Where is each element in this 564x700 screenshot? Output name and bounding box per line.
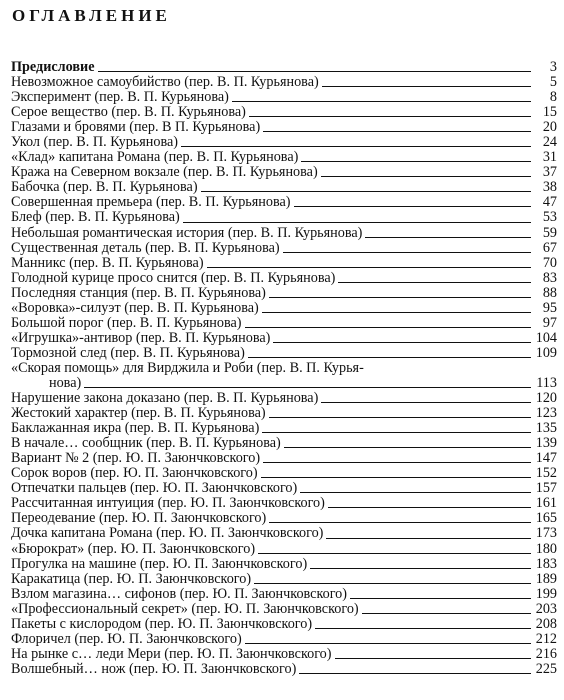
toc-entry-title: Кража на Северном вокзале (пер. В. П. Курьянова) [11, 165, 318, 181]
toc-leader-line [328, 507, 531, 508]
toc-leader-line [201, 191, 531, 192]
toc-entry-title: Дочка капитана Романа (пер. Ю. П. Заюнчковского) [11, 526, 324, 542]
toc-entry-title: Отпечатки пальцев (пер. Ю. П. Заюнчковского) [11, 481, 298, 497]
toc-entry [11, 105, 557, 120]
toc-entry-title: Тормозной след (пер. В. П. Курьянова) [11, 345, 245, 361]
toc-entry-page-number: 173 [535, 526, 557, 542]
toc-leader-line [269, 417, 531, 418]
toc-leader-line [284, 447, 531, 448]
toc-entry [11, 120, 557, 135]
toc-leader-line [84, 387, 531, 388]
toc-entry [11, 451, 557, 466]
toc-leader-line [350, 598, 531, 599]
toc-entry-page-number: 31 [542, 150, 557, 166]
toc-entry-title: Сорок воров (пер. Ю. П. Заюнчковского) [11, 466, 258, 482]
toc-leader-line [262, 312, 531, 313]
toc-entry-title: Нарушение закона доказано (пер. В. П. Курьянова) [11, 391, 319, 407]
toc-entry [11, 271, 557, 286]
toc-entry-title: «Игрушка»-антивор (пер. В. П. Курьянова) [11, 330, 271, 346]
toc-entry-page-number: 38 [542, 180, 557, 196]
toc-entry-title: Пакеты с кислородом (пер. Ю. П. Заюнчковского) [11, 616, 313, 632]
toc-entry [11, 301, 557, 316]
toc-entry-page-number: 20 [542, 120, 557, 136]
toc-entry-title: На рынке с… леди Мери (пер. Ю. П. Заюнчковского) [11, 646, 332, 662]
toc-entry-page-number: 161 [535, 496, 557, 512]
toc-entry-page-number: 225 [535, 661, 557, 677]
toc-leader-line [335, 658, 531, 659]
toc-entry [11, 256, 557, 271]
toc-leader-line [269, 297, 531, 298]
toc-leader-line [258, 553, 531, 554]
toc-entry-title: В начале… сообщник (пер. В. П. Курьянова) [11, 436, 281, 452]
table-of-contents [11, 60, 557, 677]
toc-entry [11, 226, 557, 241]
toc-entry-page-number: 157 [535, 481, 557, 497]
toc-entry-title: Предисловие [11, 60, 95, 75]
toc-entry-page-number: 15 [542, 105, 557, 121]
toc-entry-title: Рассчитанная интуиция (пер. Ю. П. Заюнчковского) [11, 496, 325, 512]
toc-leader-line [294, 206, 531, 207]
toc-leader-line [326, 538, 531, 539]
toc-entry-page-number: 152 [535, 466, 557, 482]
toc-entry-title: Волшебный… нож (пер. Ю. П. Заюнчковского) [11, 661, 297, 677]
toc-entry [11, 165, 557, 180]
toc-leader-line [273, 342, 531, 343]
toc-entry-title: Глазами и бровями (пер. В П. Курьянова) [11, 120, 261, 136]
toc-entry-page-number: 37 [542, 165, 557, 181]
toc-entry [11, 602, 557, 617]
toc-entry [11, 421, 557, 436]
toc-entry-page-number: 53 [542, 210, 557, 226]
toc-leader-line [263, 131, 531, 132]
toc-leader-line [362, 613, 531, 614]
toc-entry-page-number: 165 [535, 511, 557, 527]
toc-entry [11, 572, 557, 587]
toc-entry-page-number: 24 [542, 135, 557, 151]
toc-entry-title-continuation: нова) [49, 375, 82, 391]
toc-entry-page-number: 113 [536, 374, 557, 391]
toc-leader-line [269, 522, 531, 523]
toc-entry-title: Бабочка (пер. В. П. Курьянова) [11, 180, 198, 196]
toc-leader-line [254, 583, 531, 584]
toc-entry-page-number: 47 [542, 195, 557, 211]
toc-entry-page-number: 8 [549, 90, 557, 106]
toc-entry [11, 75, 557, 90]
toc-leader-line [301, 161, 531, 162]
toc-entry-page-number: 123 [535, 406, 557, 422]
toc-entry-page-number: 104 [535, 330, 557, 346]
toc-entry [11, 662, 557, 677]
toc-entry [11, 542, 557, 557]
toc-entry [11, 632, 557, 647]
toc-entry [11, 496, 557, 511]
toc-entry-title: Последняя станция (пер. В. П. Курьянова) [11, 285, 266, 301]
toc-leader-line [249, 116, 531, 117]
toc-leader-line [245, 327, 532, 328]
toc-entry-title: Эксперимент (пер. В. П. Курьянова) [11, 90, 229, 106]
toc-entry-page-number: 216 [535, 646, 557, 662]
toc-leader-line [248, 357, 531, 358]
toc-entry-page-number: 70 [542, 255, 557, 271]
toc-entry-title: Взлом магазина… сифонов (пер. Ю. П. Заюнчковского) [11, 586, 347, 602]
toc-entry-page-number: 147 [535, 451, 557, 467]
toc-entry-page-number: 59 [542, 225, 557, 241]
toc-entry-title: Манникс (пер. В. П. Курьянова) [11, 255, 204, 271]
toc-entry-title: Переодевание (пер. Ю. П. Заюнчковского) [11, 511, 267, 527]
toc-entry-page-number: 97 [542, 315, 557, 331]
toc-entry-title: Совершенная премьера (пер. В. П. Курьянова) [11, 195, 291, 211]
toc-entry [11, 241, 557, 256]
toc-entry [11, 210, 557, 225]
toc-leader-line [262, 432, 531, 433]
toc-entry [11, 647, 557, 662]
toc-leader-line [283, 252, 531, 253]
toc-entry [11, 346, 557, 361]
toc-leader-line [299, 673, 531, 674]
toc-entry-page-number: 109 [535, 345, 557, 361]
toc-entry-page-number: 183 [535, 556, 557, 572]
toc-entry-title: Прогулка на машине (пер. Ю. П. Заюнчковского) [11, 556, 308, 572]
toc-entry-title: Серое вещество (пер. В. П. Курьянова) [11, 105, 246, 121]
toc-entry-title: Укол (пер. В. П. Курьянова) [11, 135, 178, 151]
toc-entry [11, 511, 557, 526]
toc-entry [11, 90, 557, 105]
toc-entry-title: «Воровка»-силуэт (пер. В. П. Курьянова) [11, 300, 259, 316]
toc-entry-page-number: 83 [542, 270, 557, 286]
toc-entry-page-number: 212 [535, 631, 557, 647]
toc-entry-page-number: 95 [542, 300, 557, 316]
toc-leader-line [232, 101, 531, 102]
toc-entry [11, 60, 557, 75]
toc-entry-page-number: 208 [535, 616, 557, 632]
toc-leader-line [181, 146, 531, 147]
toc-entry-page-number: 199 [535, 586, 557, 602]
toc-entry-continuation-line [11, 376, 557, 391]
toc-leader-line [322, 86, 531, 87]
toc-entry [11, 466, 557, 481]
toc-entry [11, 436, 557, 451]
toc-entry-page-number: 88 [542, 285, 557, 301]
toc-entry [11, 180, 557, 195]
toc-leader-line [315, 628, 531, 629]
toc-leader-line [98, 71, 531, 72]
toc-entry [11, 195, 557, 210]
toc-entry-title: Голодной курице просо снится (пер. В. П. Курьянова) [11, 270, 336, 286]
toc-entry-page-number: 135 [535, 421, 557, 437]
toc-entry-page-number: 203 [535, 601, 557, 617]
toc-entry [11, 150, 557, 165]
toc-entry-title: «Профессиональный секрет» (пер. Ю. П. Заюнчковского) [11, 601, 359, 617]
toc-entry [11, 557, 557, 572]
toc-leader-line [261, 477, 531, 478]
toc-entry-title: Невозможное самоубийство (пер. В. П. Курьянова) [11, 75, 319, 91]
toc-entry [11, 286, 557, 301]
toc-entry [11, 526, 557, 541]
toc-leader-line [263, 462, 531, 463]
toc-entry-title: «Скорая помощь» для Вирджила и Роби (пер. В. П. Курья- [11, 360, 364, 376]
toc-leader-line [310, 568, 531, 569]
toc-leader-line [300, 492, 531, 493]
toc-entry-title: Каракатица (пер. Ю. П. Заюнчковского) [11, 571, 252, 587]
toc-leader-line [245, 643, 531, 644]
toc-entry-page-number: 67 [542, 240, 557, 256]
toc-entry [11, 406, 557, 421]
toc-entry-page-number: 139 [535, 436, 557, 452]
toc-leader-line [321, 176, 531, 177]
toc-entry [11, 361, 557, 391]
toc-leader-line [183, 222, 531, 223]
toc-entry-title: Небольшая романтическая история (пер. В. П. Курьянова) [11, 225, 363, 241]
toc-entry-title: Блеф (пер. В. П. Курьянова) [11, 210, 180, 226]
toc-entry-title: Вариант № 2 (пер. Ю. П. Заюнчковского) [11, 451, 261, 467]
toc-entry [11, 617, 557, 632]
toc-entry-title: Существенная деталь (пер. В. П. Курьянова) [11, 240, 280, 256]
toc-leader-line [338, 282, 531, 283]
toc-entry-title: Жестокий характер (пер. В. П. Курьянова) [11, 406, 266, 422]
toc-entry-page-number: 189 [535, 571, 557, 587]
toc-leader-line [321, 402, 531, 403]
toc-entry-title: Баклажанная икра (пер. В. П. Курьянова) [11, 421, 260, 437]
toc-leader-line [207, 267, 531, 268]
toc-entry-title: Флоричел (пер. Ю. П. Заюнчковского) [11, 631, 242, 647]
toc-entry [11, 587, 557, 602]
page-title: ОГЛАВЛЕНИЕ [12, 6, 171, 25]
toc-leader-line [365, 237, 531, 238]
toc-entry [11, 316, 557, 331]
toc-entry-page-number: 3 [549, 60, 557, 75]
toc-entry-page-number: 120 [535, 391, 557, 407]
toc-entry-title: «Бюрократ» (пер. Ю. П. Заюнчковского) [11, 541, 256, 557]
toc-entry [11, 135, 557, 150]
toc-entry-page-number: 5 [549, 75, 557, 91]
toc-entry-page-number: 180 [535, 541, 557, 557]
toc-entry-title: Большой порог (пер. В. П. Курьянова) [11, 315, 242, 331]
toc-entry [11, 481, 557, 496]
toc-entry [11, 391, 557, 406]
toc-entry [11, 331, 557, 346]
toc-entry-title: «Клад» капитана Романа (пер. В. П. Курьянова) [11, 150, 299, 166]
